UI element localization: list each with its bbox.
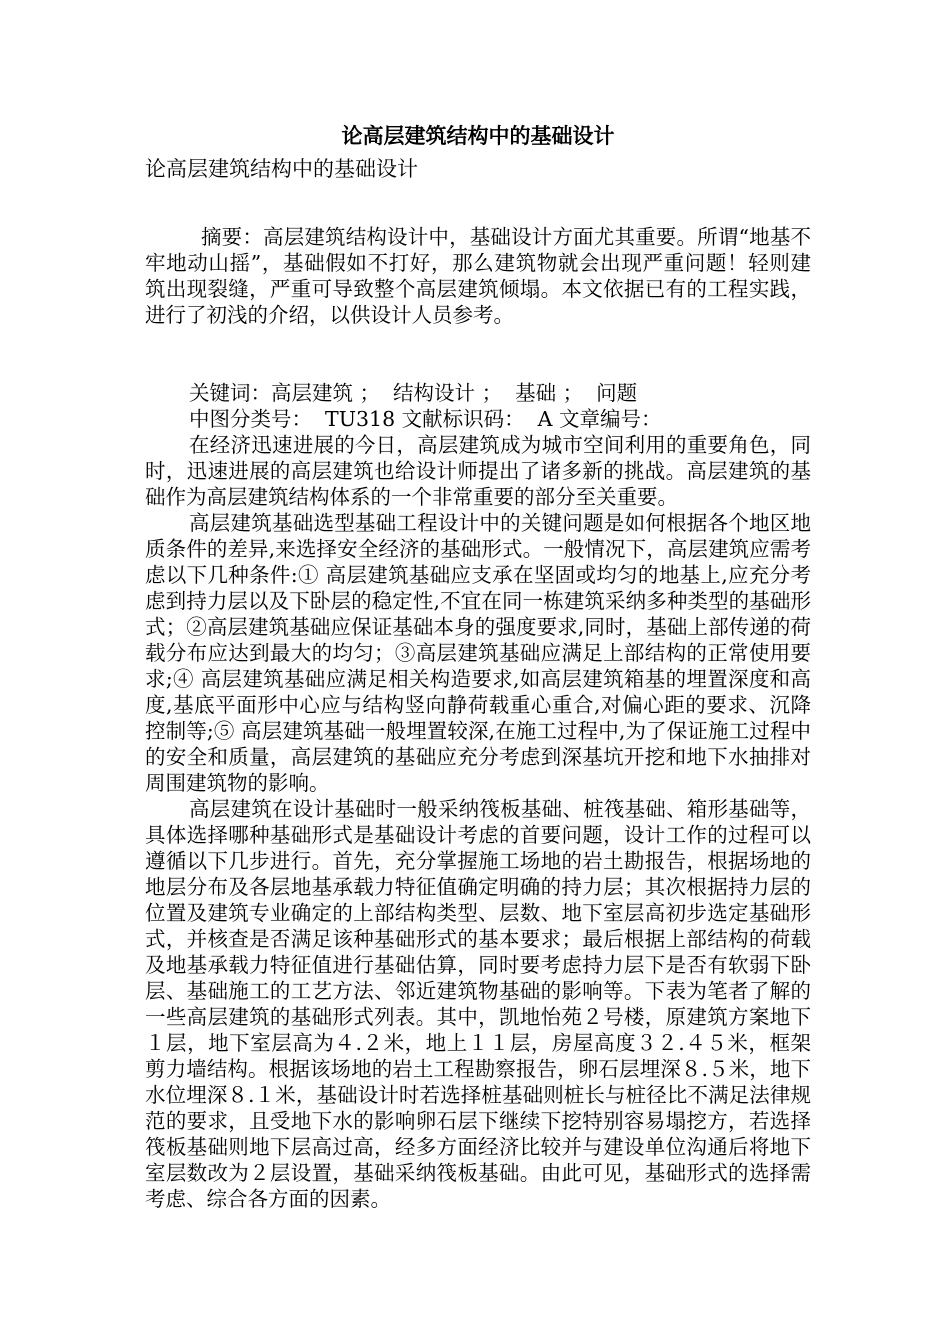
keywords-line: 关键词：高层建筑 ； 结构设计 ； 基础 ； 问题 [189,381,638,405]
classification-line: 中图分类号： TU318 文献标识码： A 文章编号： [189,407,662,431]
body-paragraph-design-steps: 高层建筑在设计基础时一般采纳筏板基础、桩筏基础、箱形基础等，具体选择哪种基础形式是基础设计考虑的首要问题，设计工作的过程可以遵循以下几步进行。首先，充分掌握施工场地的岩土勘报告，根据场地的地层分布及各层地基承载力特征值确定明确的持力层；其次根据持力层的位置及建筑专业确定的上部结构类型、层数、地下室层高初步选定基础形式，并核查是否满足该种基础形式的基本要求；最后根据上部结构的荷载及地基承载力特征值进行基础估算，同时要考虑持力层下是否有软弱下卧层、基础施工的工艺方法、邻近建筑物基础的影响等。下表为笔者了解的一些高层建筑的基础形式列表。其中，凯地怡苑２号楼，原建筑方案地下１层，地下室层高为４.２米，地上１１层，房屋高度３２.４５米，框架剪力墙结构。根据该场地的岩土工程勘察报告，卵石层埋深８.５米，地下水位埋深８.１米，基础设计时若选择桩基础则桩长与桩径比不满足法律规范的要求，且受地下水的影响卵石层下继续下挖特别容易塌挖方，若选择筏板基础则地下层高过高，经多方面经济比较并与建设单位沟通后将地下室层数改为２层设置，基础采纳筏板基础。由此可见，基础形式的选择需考虑、综合各方面的因素。 [145,797,811,1211]
document-title: 论高层建筑结构中的基础设计 [341,124,615,148]
body-paragraph-intro: 在经济迅速进展的今日，高层建筑成为城市空间利用的重要角色，同时，迅速进展的高层建筑也给设计师提出了诸多新的挑战。高层建筑的基础作为高层建筑结构体系的一个非常重要的部分至关重要。 [145,433,811,509]
document-subtitle: 论高层建筑结构中的基础设计 [145,157,418,181]
document-page [145,118,811,1212]
body-paragraph-selection: 高层建筑基础选型基础工程设计中的关键问题是如何根据各个地区地质条件的差异,来选择安全经济的基础形式。一般情况下，高层建筑应需考虑以下几种条件:① 高层建筑基础应支承在坚固或均匀的地基上,应充分考虑到持力层以及下卧层的稳定性,不宜在同一栋建筑采纳多种类型的基础形式；②高层建筑基础应保证基础本身的强度要求,同时，基础上部传递的荷载分布应达到最大的均匀；③高层建筑基础应满足上部结构的正常使用要求;④ 高层建筑基础应满足相关构造要求,如高层建筑箱基的埋置深度和高度,基底平面形中心应与结构竖向静荷载重心重合,对偏心距的要求、沉降控制等;⑤ 高层建筑基础一般埋置较深,在施工过程中,为了保证施工过程中的安全和质量，高层建筑的基础应充分考虑到深基坑开挖和地下水抽排对周围建筑物的影响。 [145,511,811,795]
abstract-paragraph: 摘要：高层建筑结构设计中，基础设计方面尤其重要。所谓“地基不牢地动山摇”，基础假如不打好，那么建筑物就会出现严重问题！轻则建筑出现裂缝，严重可导致整个高层建筑倾塌。本文依据已有的工程实践，进行了初浅的介绍，以供设计人员参考。 [145,225,811,327]
